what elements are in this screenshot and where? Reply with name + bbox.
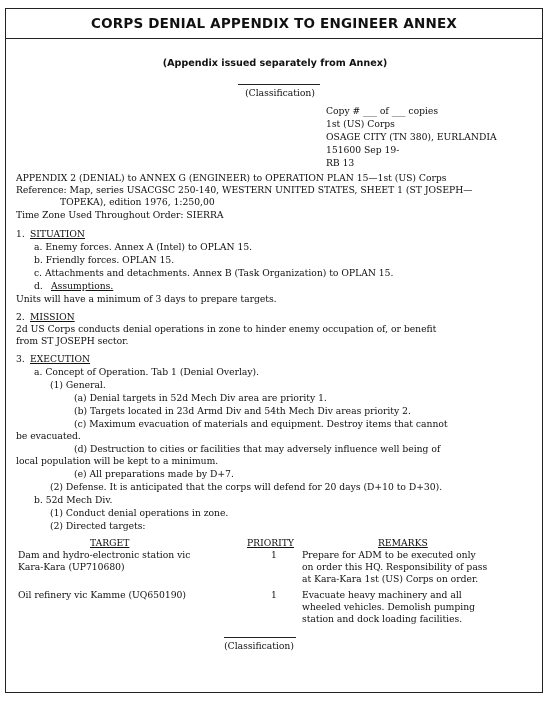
table-header-target: TARGET — [90, 538, 130, 549]
copy-datetime: 151600 Sep 19- — [326, 145, 400, 156]
classification-rule-bottom — [224, 637, 296, 638]
table-header-remarks: REMARKS — [378, 538, 428, 549]
table-row-1-remarks-line1: Prepare for ADM to be executed only — [302, 550, 476, 561]
section-3-a1c-cont: be evacuated. — [16, 431, 81, 442]
table-row-2-priority: 1 — [271, 590, 277, 601]
reference-line: Reference: Map, series USACGSC 250-140, WESTERN UNITED STATES, SHEET 1 (ST JOSEPH— — [16, 185, 473, 196]
table-row-2-remarks-line2: wheeled vehicles. Demolish pumping — [302, 602, 475, 613]
section-2-number: 2. — [16, 312, 25, 323]
section-3-number: 3. — [16, 354, 25, 365]
section-3-a1e: (e) All preparations made by D+7. — [74, 469, 234, 480]
header-band — [6, 9, 542, 39]
classification-rule-top — [238, 84, 320, 85]
table-header-priority: PRIORITY — [247, 538, 295, 549]
page-title: CORPS DENIAL APPENDIX TO ENGINEER ANNEX — [90, 16, 457, 32]
table-row-1-target-line1: Dam and hydro-electronic station vic — [18, 550, 191, 561]
classification-bottom: (Classification) — [224, 641, 294, 652]
section-3-a2: (2) Defense. It is anticipated that the corps will defend for 20 days (D+10 to D+30). — [50, 482, 443, 493]
section-1-number: 1. — [16, 229, 25, 240]
section-3-heading: EXECUTION — [30, 354, 91, 365]
section-1-heading: SITUATION — [30, 229, 85, 240]
appendix-subtitle: (Appendix issued separately from Annex) — [162, 58, 388, 69]
section-1-d-label: d. — [34, 281, 43, 292]
classification-top: (Classification) — [245, 88, 315, 99]
section-2-line1: 2d US Corps conducts denial operations in zone to hinder enemy occupation of, or benefit — [16, 324, 437, 335]
section-3-a1b: (b) Targets located in 23d Armd Div and 54th Mech Div areas priority 2. — [74, 406, 411, 417]
section-3-b: b. 52d Mech Div. — [34, 495, 113, 506]
table-row-2-target: Oil refinery vic Kamme (UQ650190) — [18, 590, 186, 601]
section-3-a1d: (d) Destruction to cities or facilities that may adversely influence well being of — [74, 444, 441, 455]
copy-location: OSAGE CITY (TN 380), EURLANDIA — [326, 132, 497, 143]
table-row-2-remarks-line1: Evacuate heavy machinery and all — [302, 590, 462, 601]
table-row-2-remarks-line3: station and dock loading facilities. — [302, 614, 463, 625]
section-2-heading: MISSION — [30, 312, 75, 323]
section-3-a1c: (c) Maximum evacuation of materials and equipment. Destroy items that cannot — [74, 419, 448, 430]
appendix-heading: APPENDIX 2 (DENIAL) to ANNEX G (ENGINEER) to OPERATION PLAN 15—1st (US) Corps — [16, 173, 447, 184]
section-3-a1: (1) General. — [50, 380, 106, 391]
section-1-c: c. Attachments and detachments. Annex B (Task Organization) to OPLAN 15. — [34, 268, 394, 279]
table-row-1-remarks-line3: at Kara-Kara 1st (US) Corps on order. — [302, 574, 479, 585]
section-1-a: a. Enemy forces. Annex A (Intel) to OPLAN 15. — [34, 242, 253, 253]
section-3-a1a: (a) Denial targets in 52d Mech Div area are priority 1. — [74, 393, 327, 404]
time-zone-line: Time Zone Used Throughout Order: SIERRA — [16, 210, 224, 221]
section-2-line2: from ST JOSEPH sector. — [16, 336, 129, 347]
section-1-d-text: Assumptions. — [51, 281, 114, 292]
section-3-a1d-cont: local population will be kept to a minimum. — [16, 456, 219, 467]
section-1-b: b. Friendly forces. OPLAN 15. — [34, 255, 175, 266]
section-3-b1: (1) Conduct denial operations in zone. — [50, 508, 229, 519]
copy-unit: 1st (US) Corps — [326, 119, 395, 130]
section-3-b2: (2) Directed targets: — [50, 521, 146, 532]
section-3-a: a. Concept of Operation. Tab 1 (Denial Overlay). — [34, 367, 260, 378]
copy-reference: RB 13 — [326, 158, 355, 169]
section-1-units: Units will have a minimum of 3 days to prepare targets. — [16, 294, 277, 305]
table-row-1-target-line2: Kara-Kara (UP710680) — [18, 562, 125, 573]
table-row-1-remarks-line2: on order this HQ. Responsibility of pass — [302, 562, 488, 573]
reference-line-cont: TOPEKA), edition 1976, 1:250,00 — [60, 197, 215, 208]
copy-number-line: Copy # ___ of ___ copies — [326, 106, 439, 117]
table-row-1-priority: 1 — [271, 550, 277, 561]
